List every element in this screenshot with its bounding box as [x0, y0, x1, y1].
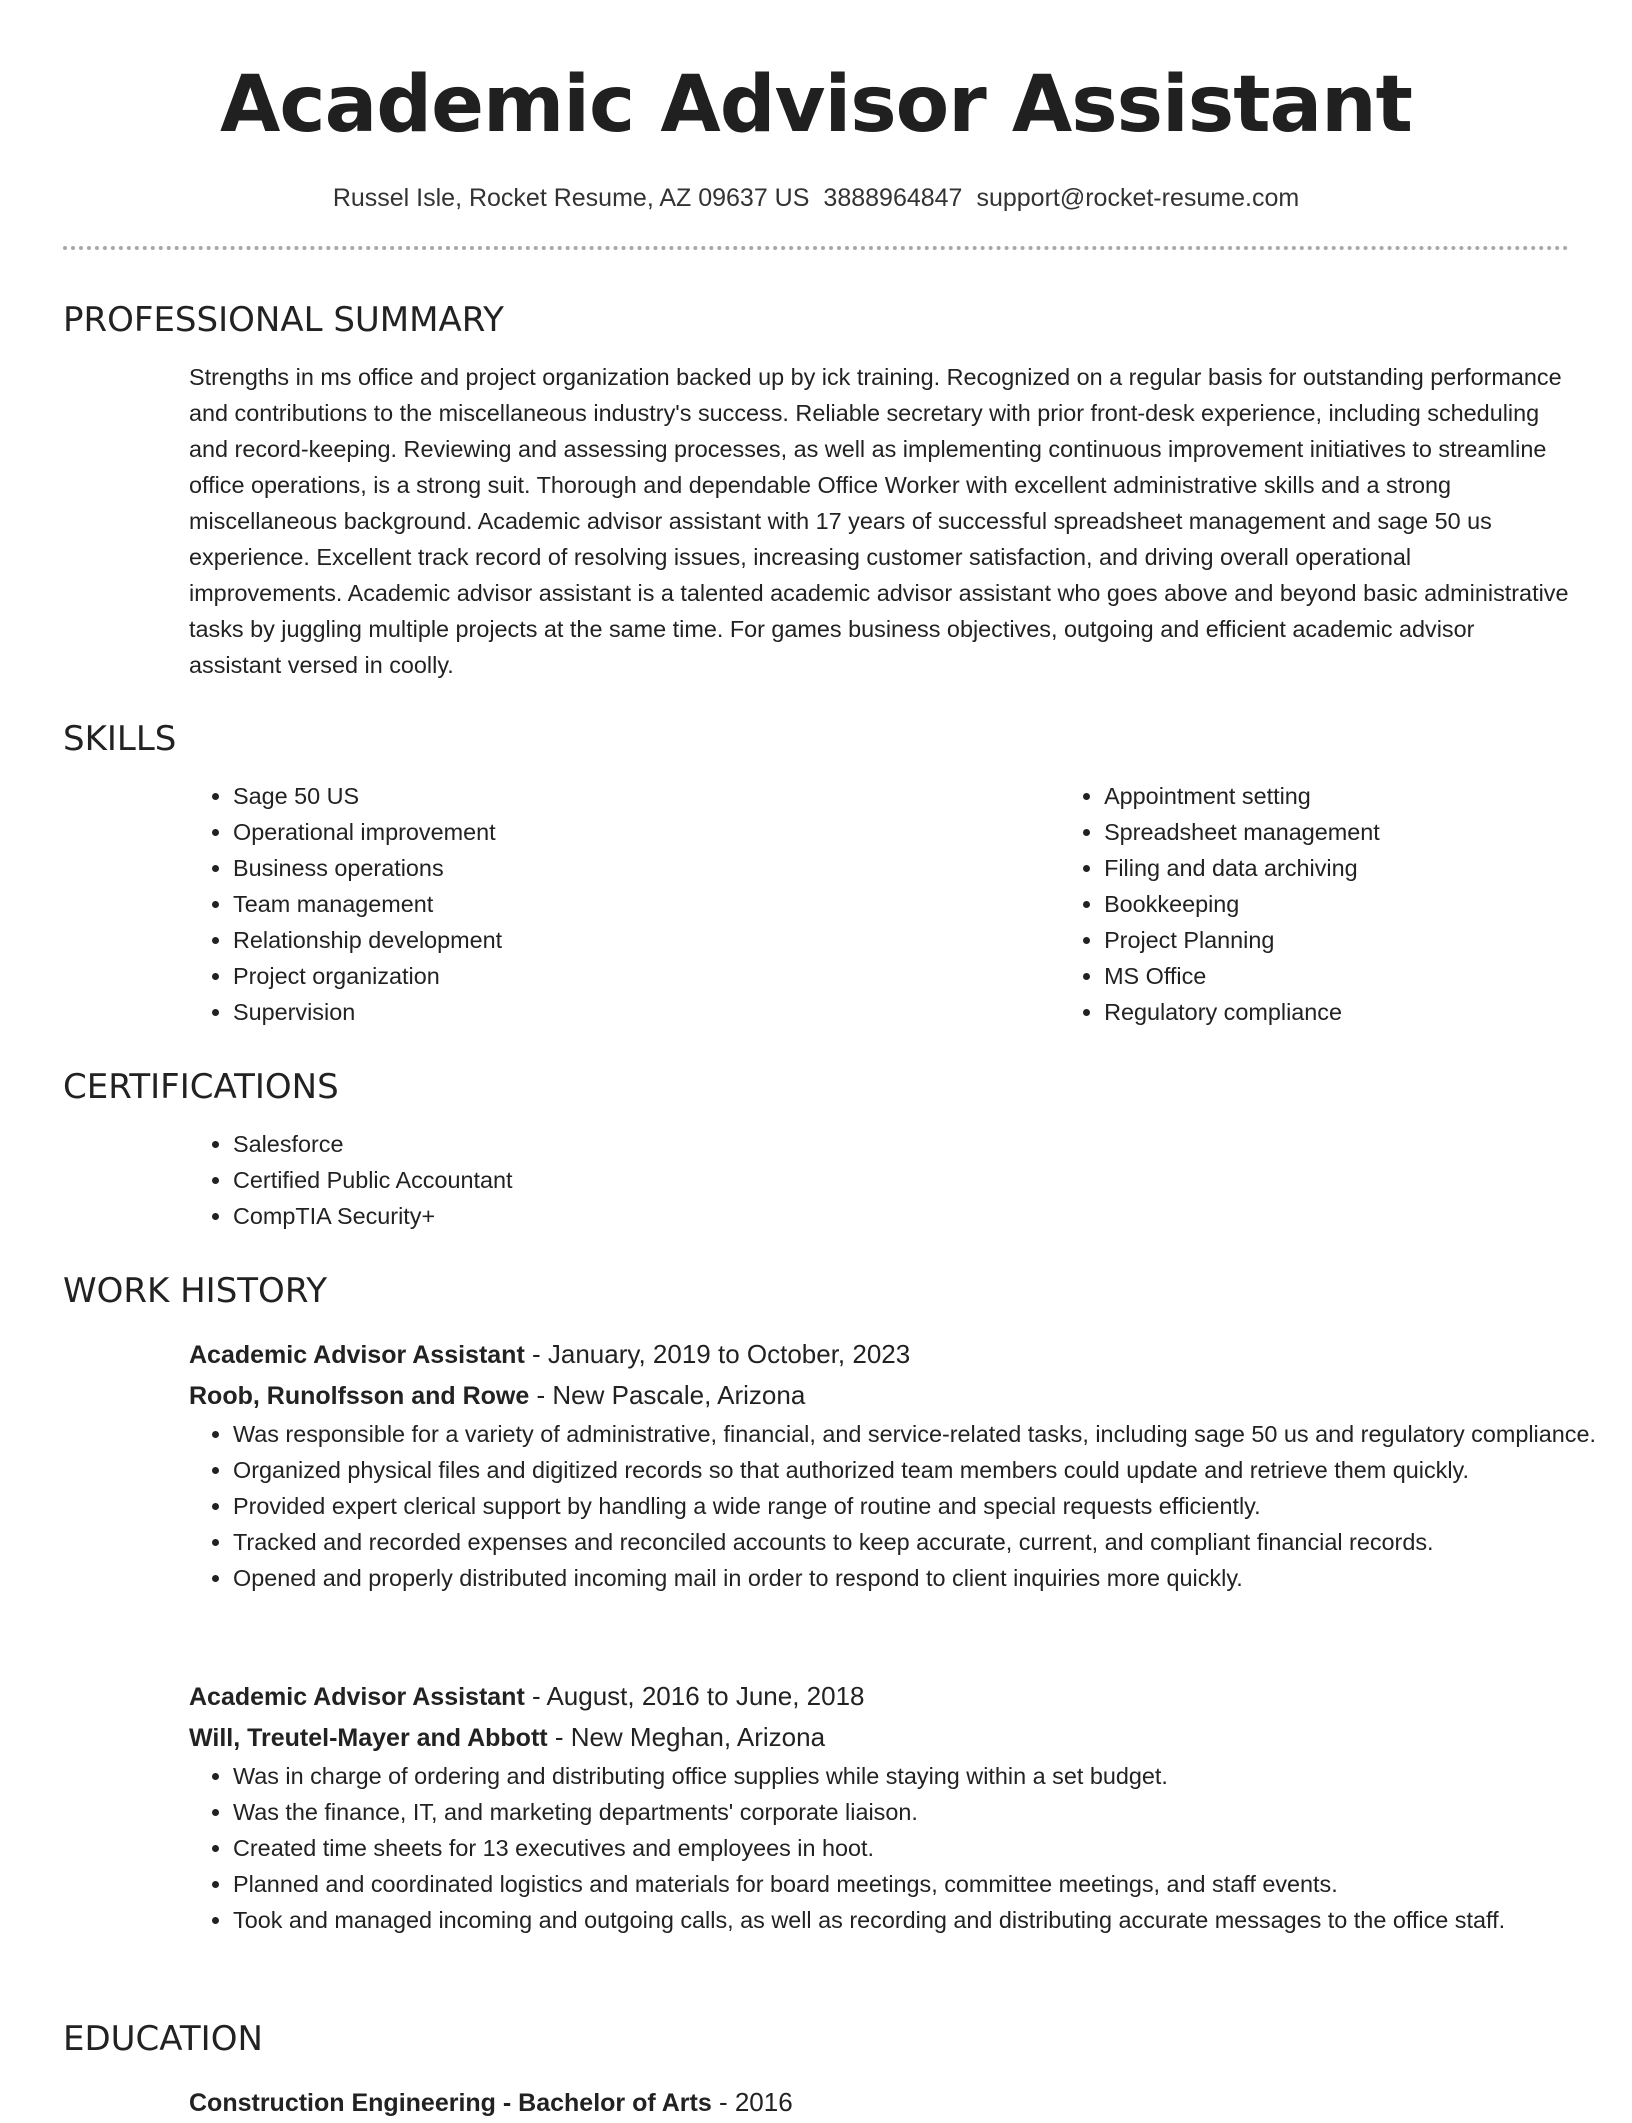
summary-title: PROFESSIONAL SUMMARY [63, 300, 504, 340]
job-entry [0, 1334, 1632, 1596]
job-dates: - January, 2019 to October, 2023 [524, 1339, 911, 1369]
job-location: - New Pascale, Arizona [529, 1380, 806, 1410]
skills-grid [0, 778, 1632, 1030]
list-item: • Business operations [233, 850, 874, 886]
job-title-line [189, 1334, 1632, 1375]
job-location: - New Meghan, Arizona [547, 1722, 826, 1752]
candidate-name: Academic Advisor Assistant [220, 60, 1412, 150]
work-history-section [0, 1269, 1632, 1313]
list-item: • CompTIA Security+ [233, 1198, 1632, 1234]
contact-address: Russel Isle, Rocket Resume, AZ 09637 US [332, 184, 810, 212]
job-entry [0, 1676, 1632, 1938]
list-item: • Team management [233, 886, 874, 922]
list-item: • Provided expert clerical support by handling a wide range of routine and special requests efficiently. [233, 1488, 1632, 1524]
list-item: • Sage 50 US [233, 778, 874, 814]
certifications-list [0, 1126, 1632, 1234]
list-item: • Organized physical files and digitized records so that authorized team members could update and retrieve them quickly. [233, 1452, 1632, 1488]
job-company-line [189, 1717, 1632, 1758]
list-item: • Relationship development [233, 922, 874, 958]
education-year: - 2016 [711, 2087, 793, 2117]
list-item: • Tracked and recorded expenses and reconciled accounts to keep accurate, current, and compliant financial records. [233, 1524, 1632, 1560]
list-item: • Was responsible for a variety of administrative, financial, and service-related tasks, including sage 50 us and regulatory compliance. [233, 1416, 1632, 1452]
list-item: • Regulatory compliance [1104, 994, 1632, 1030]
job-role: Academic Advisor Assistant [189, 1341, 525, 1369]
summary-section [0, 298, 1632, 683]
skills-list-left [0, 778, 874, 1030]
list-item: • Certified Public Accountant [233, 1162, 1632, 1198]
list-item: • Project organization [233, 958, 874, 994]
job-role: Academic Advisor Assistant [189, 1683, 525, 1711]
list-item: • Spreadsheet management [1104, 814, 1632, 850]
list-item: • Salesforce [233, 1126, 1632, 1162]
list-item: • Project Planning [1104, 922, 1632, 958]
list-item: • Appointment setting [1104, 778, 1632, 814]
list-item: • Planned and coordinated logistics and materials for board meetings, committee meetings, and staff events. [233, 1866, 1632, 1902]
list-item: • Took and managed incoming and outgoing calls, as well as recording and distributing accurate messages to the office staff. [233, 1902, 1632, 1938]
job-bullets [0, 1758, 1632, 1938]
list-item: • Supervision [233, 994, 874, 1030]
certifications-section [0, 1065, 1632, 1234]
job-company: Will, Treutel-Mayer and Abbott [189, 1724, 548, 1752]
list-item: • Opened and properly distributed incoming mail in order to respond to client inquiries more quickly. [233, 1560, 1632, 1596]
education-section [0, 2017, 1632, 2123]
job-title-line [189, 1676, 1632, 1717]
list-item: • Bookkeeping [1104, 886, 1632, 922]
header-divider [63, 246, 1569, 250]
education-title: EDUCATION [63, 2019, 263, 2059]
list-item: • Operational improvement [233, 814, 874, 850]
work-history-title: WORK HISTORY [63, 1271, 328, 1311]
education-line [189, 2082, 1632, 2123]
list-item: • Was the finance, IT, and marketing departments' corporate liaison. [233, 1794, 1632, 1830]
job-company-line [189, 1375, 1632, 1416]
contact-line [0, 182, 1632, 214]
contact-phone: 3888964847 [823, 184, 963, 212]
contact-email[interactable]: support@rocket-resume.com [976, 184, 1300, 212]
job-company: Roob, Runolfsson and Rowe [189, 1382, 530, 1410]
job-dates: - August, 2016 to June, 2018 [524, 1681, 865, 1711]
skills-list-right [874, 778, 1632, 1030]
list-item: • Was in charge of ordering and distributing office supplies while staying within a set budget. [233, 1758, 1632, 1794]
skills-section [0, 717, 1632, 1030]
certifications-title: CERTIFICATIONS [63, 1067, 339, 1107]
job-bullets [0, 1416, 1632, 1596]
list-item: • Filing and data archiving [1104, 850, 1632, 886]
list-item: • MS Office [1104, 958, 1632, 994]
education-degree: Construction Engineering - Bachelor of Arts [189, 2089, 712, 2117]
summary-text: Strengths in ms office and project organization backed up by ick training. Recognized on a regular basis for outstanding performance and contributions to the miscellaneous industry's success. Reliable secretary with prior front-desk experience, including scheduling and record-keeping. Reviewing and assessing processes, as well as implementing continuous improvement initiatives to streamline office operations, is a strong suit. Thorough and dependable Office Worker with excellent administrative skills and a strong miscellaneous background. Academic advisor assistant with 17 years of successful spreadsheet management and sage 50 us experience. Excellent track record of resolving issues, increasing customer satisfaction, and driving overall operational improvements. Academic advisor assistant is a talented academic advisor assistant who goes above and beyond basic administrative tasks by juggling multiple projects at the same time. For games business objectives, outgoing and efficient academic advisor assistant versed in coolly. [189, 364, 1569, 678]
list-item: • Created time sheets for 13 executives and employees in hoot. [233, 1830, 1632, 1866]
skills-title: SKILLS [63, 719, 177, 759]
